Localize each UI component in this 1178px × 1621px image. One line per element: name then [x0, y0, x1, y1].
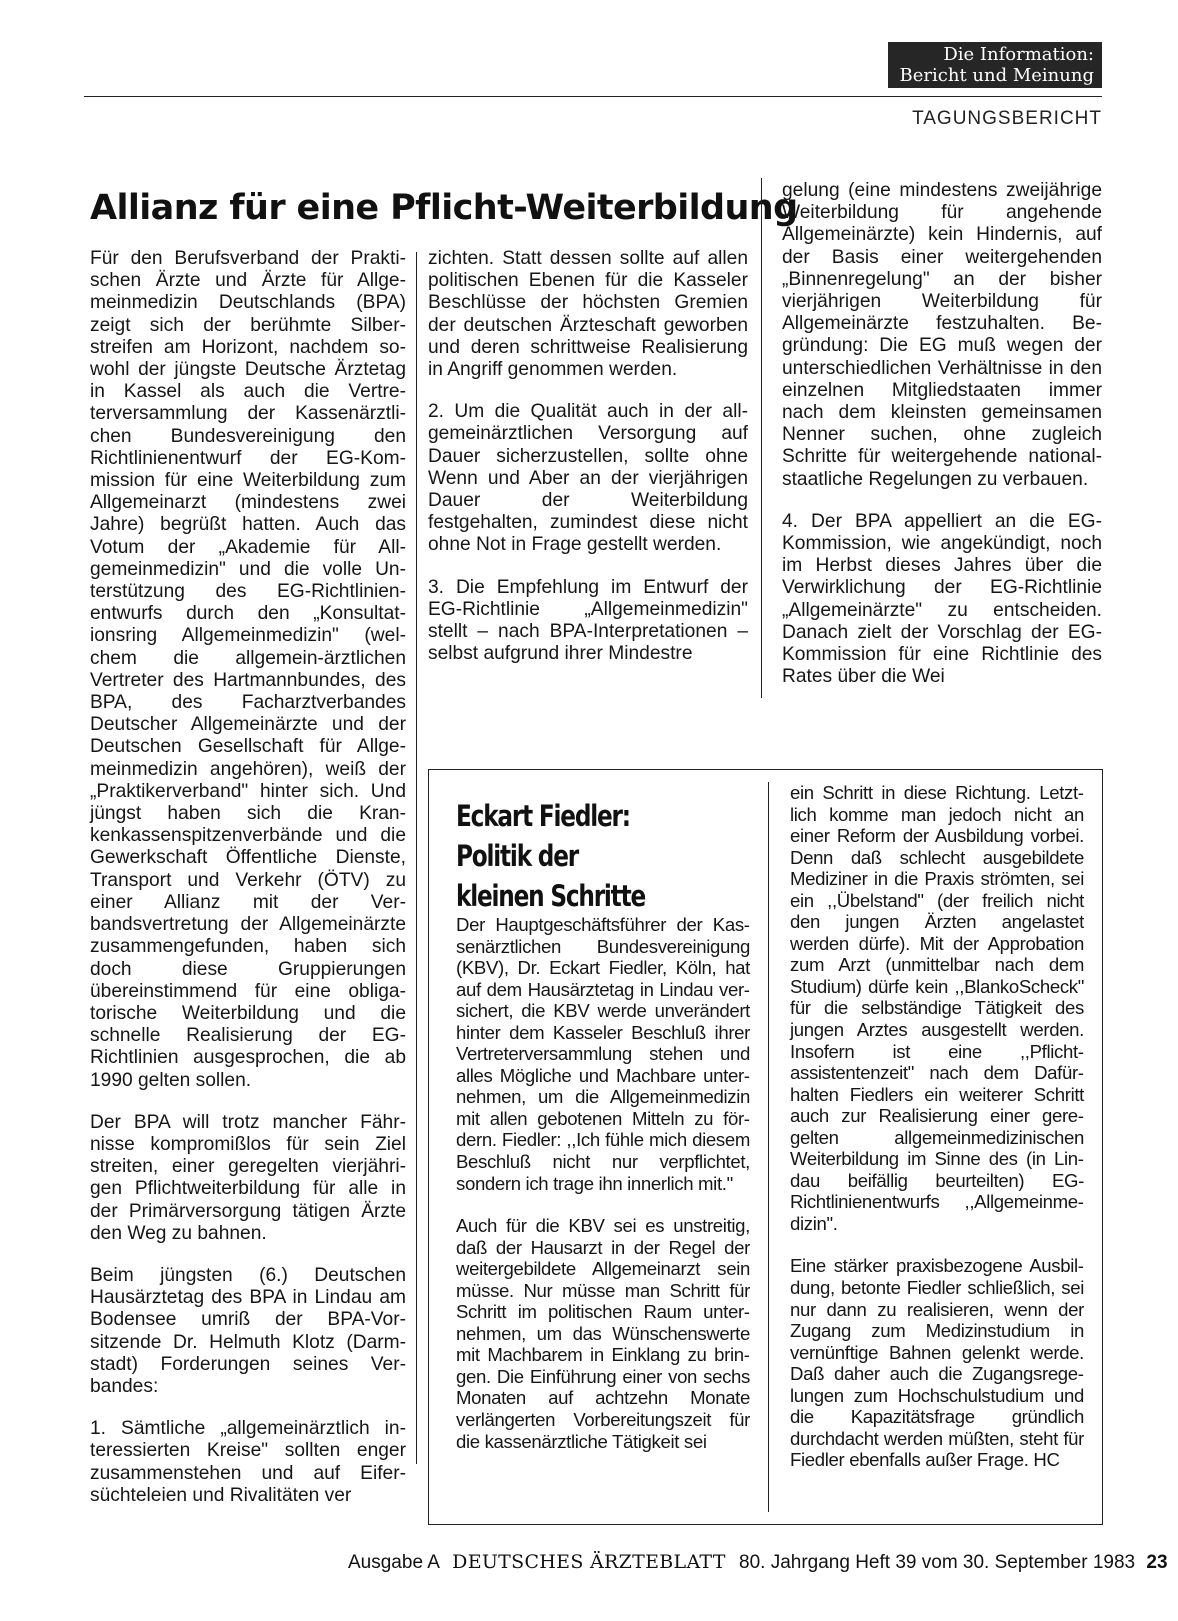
edition-label: Ausgabe A — [348, 1552, 439, 1573]
paragraph: Eine stärker praxisbezogene Ausbildung, betonte Fiedler schließlich, sei nur dann zu realisieren, wenn der Zugang zum Medizinstudium in vernünftige Bahnen gelenkt werde. Daß daher auch die Zugangsregelungen zum Hochschulstudium und die Kapazitätsfrage gründlich durchdacht werden müßten, steht für Fiedler ebenfalls außer Frage. HC — [790, 1255, 1084, 1471]
box-column-1 — [456, 914, 750, 1452]
article-title: Allianz für eine Pflicht-Weiterbildung — [90, 188, 798, 228]
section-label: TAGUNGSBERICHT — [912, 108, 1102, 129]
paragraph: Der BPA will trotz mancher Fährnisse kompromißlos für sein Ziel streiten, einer geregelten vierjährigen Pflichtweiterbildung für alle in der Primärversorgung tätigen Ärzte den Weg zu bahnen. — [90, 1111, 406, 1244]
paragraph: gelung (eine mindestens zweijährige Weiterbildung für angehende Allgemeinärzte) kein Hindernis, auf der Basis einer weitergehenden „Binnenregelung" an der bisher vierjährigen Weiterbildung für Allgemeinärzte festzuhalten. Begründung: Die EG muß wegen der unterschiedlichen Verhältnisse in den einzelnen Mitgliedstaaten immer nach dem kleinsten gemeinsamen Nenner suchen, ohne zugleich Schritte für weitergehende national-staatliche Regelungen zu verbauen. — [782, 180, 1102, 490]
paragraph: Beim jüngsten (6.) Deutschen Hausärztetag des BPA in Lindau am Bodensee umriß der BPA-Vorsitzende Dr. Helmuth Klotz (Darmstadt) Forderungen seines Verbandes: — [90, 1264, 406, 1397]
paragraph: Auch für die KBV sei es unstreitig, daß der Hausarzt in der Regel der weitergebildete Allgemeinarzt sein müsse. Nur müsse man Schritt für Schritt im politischen Raum unternehmen, um das Wünschenswerte mit Machbarem in Einklang zu bringen. Die Einführung einer von sechs Monaten auf achtzehn Monate verlängerten Vorbereitungszeit für die kassenärztliche Tätigkeit sei — [456, 1215, 750, 1452]
paragraph: zichten. Statt dessen sollte auf allen politischen Ebenen für die Kasseler Beschlüsse der höchsten Gremien der deutschen Ärzteschaft geworben und deren schrittweise Realisierung in Angriff genommen werden. — [428, 248, 748, 381]
page-footer — [348, 1551, 1168, 1574]
rubric-line-2: Bericht und Meinung — [899, 65, 1094, 86]
paragraph: 3. Die Empfehlung im Entwurf der EG-Richtlinie „Allgemeinmedizin" stellt – nach BPA-Interpretationen – selbst aufgrund ihrer Mindestre — [428, 576, 748, 665]
paragraph: Der Hauptgeschäftsführer der Kassenärztlichen Bundesvereinigung (KBV), Dr. Eckart Fiedler, Köln, hat auf dem Hausärztetag in Lindau versichert, die KBV werde unverändert hinter dem Kasseler Beschluß ihrer Vertreterversammlung stehen und alles Mögliche und Machbare unternehmen, um die Allgemeinmedizin mit allen gebotenen Mitteln zu fördern. Fiedler: ,,Ich fühle mich diesem Beschluß nicht nur verpflichtet, sondern ich trage ihn innerlich mit." — [456, 914, 750, 1194]
paragraph: 1. Sämtliche „allgemeinärztlich interessierten Kreise" sollten enger zusammenstehen und auf Eifersüchteleien und Rivalitäten ver — [90, 1418, 406, 1506]
rubric-line-1: Die Information: — [943, 44, 1094, 65]
column-rule-2 — [761, 178, 762, 698]
page-number: 23 — [1146, 1552, 1168, 1573]
article-column-1 — [90, 248, 406, 1507]
article-column-3 — [782, 180, 1102, 688]
box-title-line-1: Eckart Fiedler: — [456, 799, 630, 833]
box-title — [456, 796, 696, 916]
paragraph: 4. Der BPA appelliert an die EG-Kommission, wie angekündigt, noch im Herbst dieses Jahres über die Verwirklichung der EG-Richtlinie „Allgemeinärzte" zu entscheiden. Danach zielt der Vorschlag der EG-Kommission für eine Richtlinie des Rates über die Wei — [782, 510, 1102, 688]
issue-info: 80. Jahrgang Heft 39 vom 30. September 1983 — [739, 1552, 1136, 1573]
box-column-2 — [790, 782, 1084, 1471]
paragraph: 2. Um die Qualität auch in der allgemeinärztlichen Versorgung auf Dauer sicherzustellen, sollte ohne Wenn und Aber an der vierjährigen Dauer der Weiterbildung festgehalten, zumindest diese nicht ohne Not in Frage gestellt werden. — [428, 401, 748, 556]
header-rule — [84, 96, 1102, 97]
article-column-2 — [428, 248, 748, 665]
paragraph: ein Schritt in diese Richtung. Letztlich komme man jedoch nicht an einer Reform der Ausbildung vorbei. Denn daß schlecht ausgebildete Mediziner in die Praxis strömten, sei ein ,,Übelstand" (der freilich nicht den jungen Ärzten angelastet werden dürfe). Mit der Approbation zum Arzt (unmittelbar nach dem Studium) dürfe kein ,,BlankoScheck" für die selbständige Tätigkeit des jungen Arztes ausgestellt werden. Insofern ist eine ,,Pflichtassistentenzeit" nach dem Dafürhalten Fiedlers ein weiterer Schritt auch zur Realisierung einer geregelten allgemeinmedizinischen Weiterbildung im Sinne des (in Lindau beifällig beurteilten) EG-Richtlinienentwurfs ,,Allgemeinmedizin". — [790, 782, 1084, 1234]
box-title-line-3: kleinen Schritte — [456, 879, 645, 913]
rubric-badge — [888, 42, 1102, 88]
box-title-line-2: Politik der — [456, 839, 578, 873]
box-column-rule — [768, 782, 769, 1512]
magazine-name: DEUTSCHES ÄRZTEBLATT — [452, 1551, 726, 1573]
column-rule-1 — [416, 252, 417, 1464]
paragraph: Für den Berufsverband der Praktischen Ärzte und Ärzte für Allgemeinmedizin Deutschlands (BPA) zeigt sich der berühmte Silberstreifen am Horizont, nachdem sowohl der jüngste Deutsche Ärztetag in Kassel als auch die Vertreterversammlung der Kassenärztlichen Bundesvereinigung den Richtlinienentwurf der EG-Kommission für eine Weiterbildung zum Allgemeinarzt (mindestens zwei Jahre) begrüßt hatten. Auch das Votum der „Akademie für Allgemeinmedizin" und die volle Unterstützung des EG-Richtlinienentwurfs durch den „Konsultationsring Allgemeinmedizin" (welchem die allgemein-ärztlichen Vertreter des Hartmannbundes, des BPA, des Facharztverbandes Deutscher Allgemeinärzte und der Deutschen Gesellschaft für Allgemeinmedizin angehören), weiß der „Praktikerverband" hinter sich. Und jüngst haben sich die Krankenkassenspitzenverbände und die Gewerkschaft Öffentliche Dienste, Transport und Verkehr (ÖTV) zu einer Allianz mit der Verbandsvertretung der Allgemeinärzte zusammengefunden, haben sich doch diese Gruppierungen übereinstimmend für eine obligatorische Weiterbildung und die schnelle Realisierung der EG-Richtlinien ausgesprochen, die ab 1990 gelten sollen. — [90, 248, 406, 1091]
